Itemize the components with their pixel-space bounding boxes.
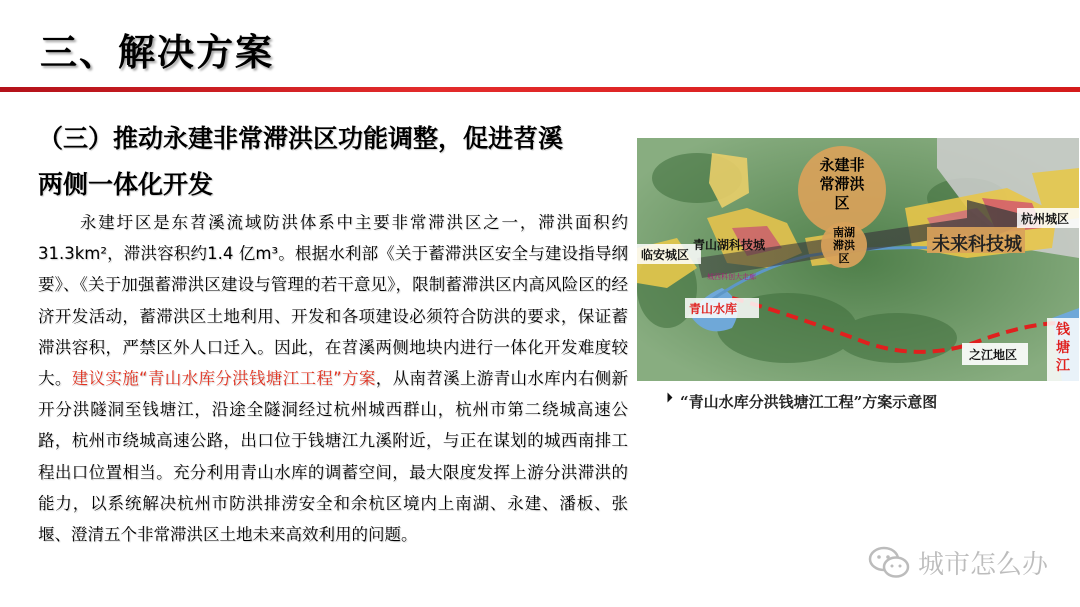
- heading-line-2: 两侧一体化开发: [38, 170, 214, 199]
- heading-line-1: （三）推动永建非常滞洪区功能调整，促进苕溪: [38, 124, 564, 153]
- label-yongjian: 永建非 常滞洪 区: [819, 156, 865, 212]
- body-paragraph: [38, 207, 628, 550]
- body-text-part-1: 永建圩区是东苕溪流域防洪体系中主要非常滞洪区之一，滞洪面积约31.3km²，滞洪容积约1.4 亿m³。根据水利部《关于蓄滞洪区安全与建设指导纲要》、《关于加强蓄滞洪区建设与管理的若干意见》，限制蓄滞洪区内高风险区的经济开发活动，蓄滞洪区土地利用、开发和各项建设必须符合防洪的要求，保证蓄滞洪容积，严禁区外人口迁入。因此，在苕溪两侧地块内进行一体化开发难度较大。: [38, 213, 628, 389]
- map-caption: “青山水库分洪钱塘江工程”方案示意图: [680, 393, 938, 411]
- caption-marker-icon: [663, 393, 673, 403]
- section-heading: [38, 116, 638, 208]
- watermark: [868, 544, 1048, 581]
- label-linan: 临安城区: [641, 248, 690, 262]
- label-nanhu: 南湖 滞洪 区: [833, 226, 855, 265]
- title-divider: [0, 87, 1080, 92]
- body-text-part-2: ，从南苕溪上游青山水库内右侧新开分洪隧洞至钱塘江，沿途全隧洞经过杭州城西群山，杭州市第二绕城高速公路，杭州市绕城高速公路，出口位于钱塘江九溪附近，与正在谋划的城西南排工程出口位置相当。充分利用青山水库的调蓄空间，最大限度发挥上游分洪滞洪的能力，以系统解决杭州市防洪排涝安全和余杭区境内上南湖、永建、潘板、张堰、澄清五个非常滞洪区土地未来高效利用的问题。: [38, 369, 629, 545]
- scheme-map: [637, 138, 1079, 381]
- watermark-text: 城市怎么办: [918, 550, 1049, 580]
- body-highlight: 建议实施“青山水库分洪钱塘江工程”方案: [71, 369, 376, 389]
- label-qiantang: 钱 塘 江: [1056, 322, 1070, 374]
- label-hangzhou: 杭州城区: [1021, 212, 1070, 226]
- label-zhijiang: 之江地区: [969, 348, 1018, 362]
- label-qingshanhu: 青山湖科技城: [693, 238, 766, 252]
- label-small-road: 城西科创大走廊: [707, 273, 756, 281]
- label-qingshan-reservoir: 青山水库: [689, 302, 738, 316]
- slide-title: 三、解决方案: [40, 31, 274, 74]
- wechat-icon: [868, 545, 910, 581]
- label-weilai: 未来科技城: [932, 234, 1022, 255]
